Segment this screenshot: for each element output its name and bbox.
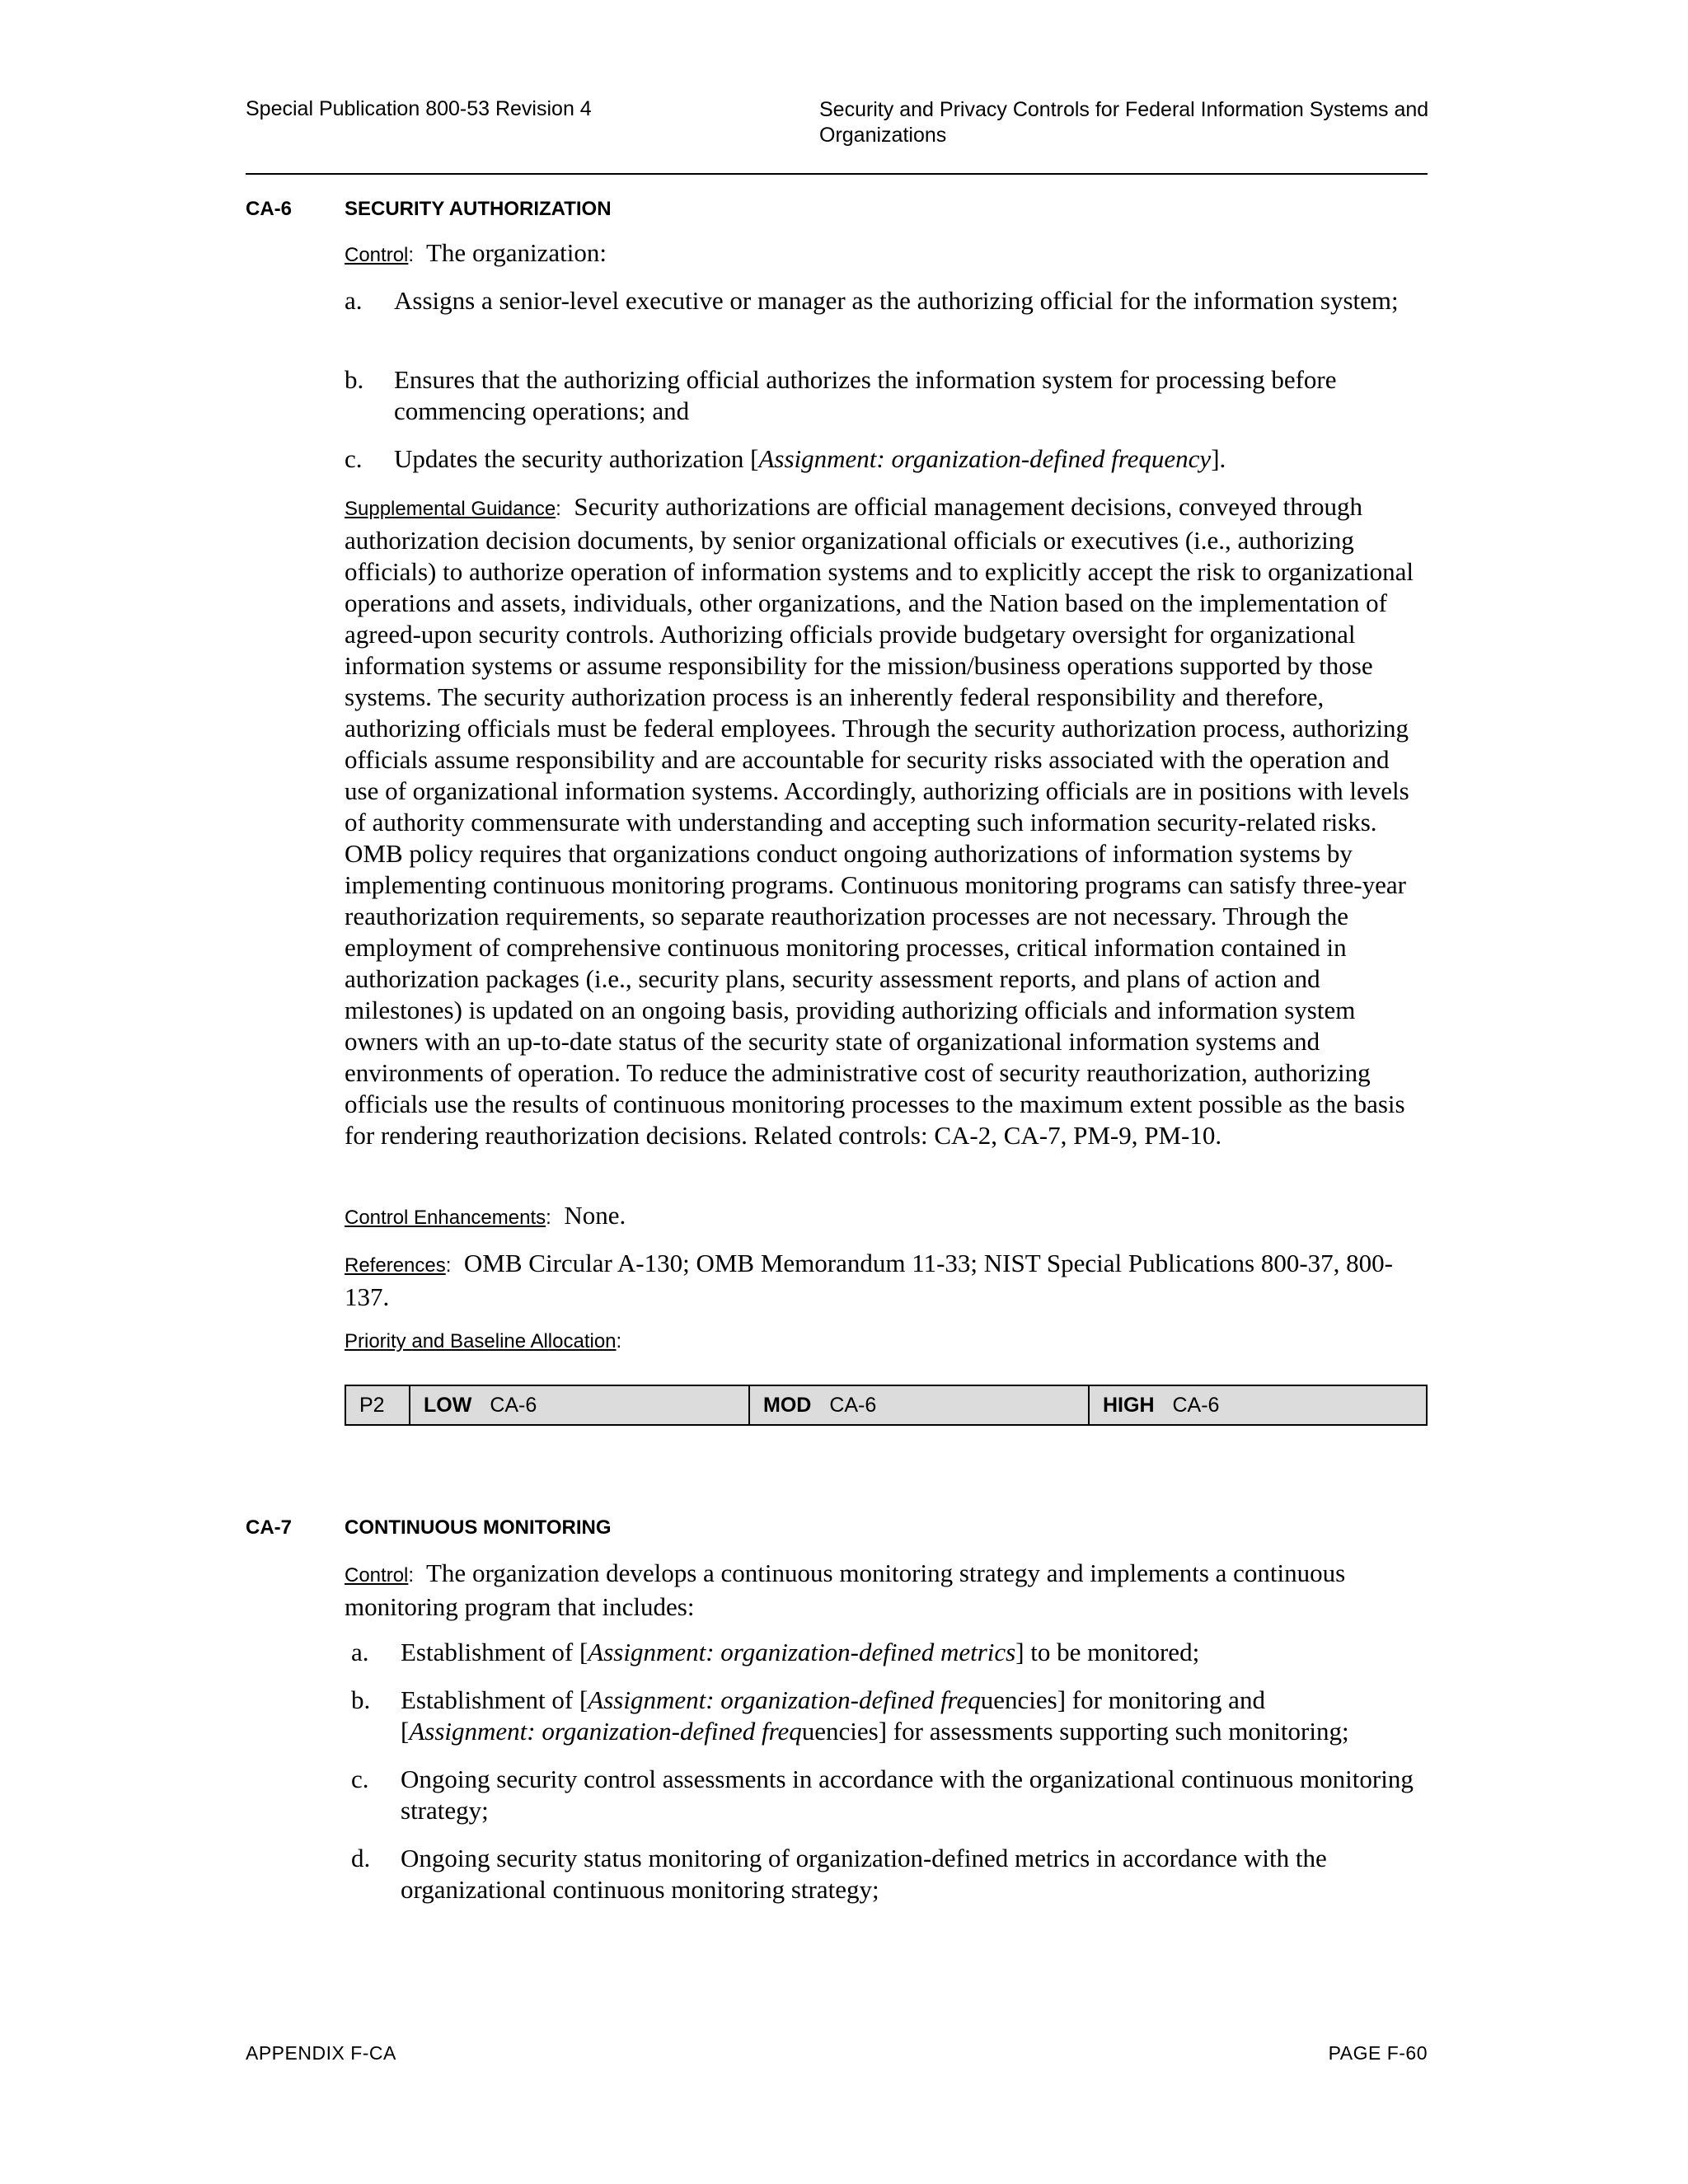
footer-page-number: PAGE F-60: [1328, 2042, 1428, 2064]
ca6-title: SECURITY AUTHORIZATION: [345, 198, 612, 220]
item-marker: c.: [351, 1765, 369, 1793]
ca6-control-label: Control: [345, 244, 409, 266]
references-text: OMB Circular A-130; OMB Memorandum 11-33; NIST Special Publications 800-37, 800-137.: [345, 1249, 1394, 1311]
ca7-id: CA-7: [246, 1516, 293, 1539]
high-label: HIGH: [1103, 1393, 1155, 1417]
ca7-title: CONTINUOUS MONITORING: [345, 1516, 612, 1539]
high-value: CA-6: [1172, 1393, 1220, 1417]
priority-value: P2: [359, 1393, 385, 1417]
mod-value: CA-6: [829, 1393, 877, 1417]
item-marker: d.: [351, 1844, 371, 1872]
ca7-control: Control: The organization develops a continuous monitoring strategy and implements a continuous monitoring program that includes:: [345, 1558, 1346, 1621]
priority-baseline-label: Priority and Baseline Allocation: [345, 1330, 617, 1352]
item-text: Updates the security authorization [Assignment: organization-defined frequency].: [394, 444, 1226, 473]
header-publication: Special Publication 800-53 Revision 4: [246, 97, 592, 120]
mod-baseline-cell: [748, 1386, 1088, 1424]
item-marker: c.: [345, 444, 363, 473]
mod-label: MOD: [763, 1393, 812, 1417]
ca7-control-text: The organization develops a continuous monitoring strategy and implements a continuous monitoring program that includes:: [345, 1558, 1346, 1621]
item-marker: a.: [345, 286, 363, 315]
ca6-id: CA-6: [246, 198, 293, 220]
ca7-item-a: [351, 1637, 1431, 1670]
ca7-item-d: [351, 1843, 1431, 1909]
ca6-supplemental-guidance: Supplemental Guidance: Security authorizations are official management decisions, conveyed through authorization decision documents, by senior organizational officials or executives (i.e., authorizing officials) to authorize operation of information systems and to explicitly accept the risk to organizational operations and assets, individuals, other organizations, and the Nation based on the implementation of agreed-upon security controls. Authorizing officials provide budgetary oversight for organizational information systems or assume responsibility for the mission/business operations supported by those systems. The security authorization process is an inherently federal responsibility and therefore, authorizing officials must be federal employees. Through the security authorization process, authorizing officials assume responsibility and are accountable for security risks associated with the operation and use of organizational information systems. Accordingly, authorizing officials are in positions with levels of authority commensurate with understanding and accepting such information security-related risks. OMB policy requires that organizations conduct ongoing authorizations of information systems by implementing continuous monitoring programs. Continuous monitoring programs can satisfy three-year reauthorization requirements, so separate reauthorization processes are not necessary. Through the employment of comprehensive continuous monitoring processes, critical information contained in authorization packages (i.e., security plans, security assessment reports, and plans of action and milestones) is updated on an ongoing basis, providing authorizing officials and information system owners with an up-to-date status of the security state of organizational information systems and environments of operation. To reduce the administrative cost of security reauthorization, authorizing officials use the results of continuous monitoring processes to the maximum extent possible as the basis for rendering reauthorization decisions. Related controls: CA-2, CA-7, PM-9, PM-10.: [345, 492, 1414, 1150]
ca7-control-label: Control: [345, 1564, 409, 1586]
item-text: Ongoing security control assessments in accordance with the organizational continuous monitoring strategy;: [401, 1765, 1414, 1825]
ca7-item-c: [351, 1764, 1431, 1830]
baseline-allocation-table: [345, 1385, 1428, 1426]
item-marker: a.: [351, 1638, 369, 1666]
ca7-item-b: [351, 1685, 1431, 1750]
ca6-priority-baseline: Priority and Baseline Allocation:: [345, 1330, 622, 1352]
item-text: Assigns a senior-level executive or manager as the authorizing official for the information system;: [394, 286, 1399, 315]
ca6-item-c: [345, 443, 1429, 476]
ca6-control-text: The organization:: [426, 238, 607, 267]
ca6-item-b: [345, 364, 1429, 430]
low-value: CA-6: [490, 1393, 537, 1417]
control-enhancements-label: Control Enhancements: [345, 1207, 546, 1229]
supplemental-guidance-label: Supplemental Guidance: [345, 498, 556, 520]
ca6-control-enhancements: Control Enhancements: None.: [345, 1201, 626, 1230]
priority-cell: [346, 1386, 409, 1424]
header-title: Security and Privacy Controls for Federal Information Systems and Organizations: [819, 98, 1429, 147]
low-label: LOW: [424, 1393, 472, 1417]
low-baseline-cell: [409, 1386, 748, 1424]
item-text: Establishment of [Assignment: organization-defined metrics] to be monitored;: [401, 1638, 1200, 1666]
ca6-references: References: OMB Circular A-130; OMB Memorandum 11-33; NIST Special Publications 800-37, 800-137.: [345, 1249, 1394, 1311]
ca6-control: Control: The organization:: [345, 238, 607, 267]
references-label: References: [345, 1254, 446, 1277]
control-enhancements-text: None.: [564, 1201, 626, 1230]
item-marker: b.: [351, 1685, 371, 1714]
high-baseline-cell: [1088, 1386, 1426, 1424]
supplemental-guidance-text: Security authorizations are official management decisions, conveyed through authorization decision documents, by senior organizational officials or executives (i.e., authorizing officials) to authorize operation of information systems and to explicitly accept the risk to organizational operations and assets, individuals, other organizations, and the Nation based on the implementation of agreed-upon security controls. Authorizing officials provide budgetary oversight for organizational information systems or assume responsibility for the mission/business operations supported by those systems. The security authorization process is an inherently federal responsibility and therefore, authorizing officials must be federal employees. Through the security authorization process, authorizing officials assume responsibility and are accountable for security risks associated with the operation and use of organizational information systems. Accordingly, authorizing officials are in positions with levels of authority commensurate with understanding and accepting such information security-related risks. OMB policy requires that organizations conduct ongoing authorizations of information systems by implementing continuous monitoring programs. Continuous monitoring programs can satisfy three-year reauthorization requirements, so separate reauthorization processes are not necessary. Through the employment of comprehensive continuous monitoring processes, critical information contained in authorization packages (i.e., security plans, security assessment reports, and plans of action and milestones) is updated on an ongoing basis, providing authorizing officials and information system owners with an up-to-date status of the security state of organizational information systems and environments of operation. To reduce the administrative cost of security reauthorization, authorizing officials use the results of continuous monitoring processes to the maximum extent possible as the basis for rendering reauthorization decisions. Related controls: CA-2, CA-7, PM-9, PM-10.: [345, 492, 1414, 1150]
item-text: Establishment of [Assignment: organization-defined frequencies] for monitoring and [Assignment: organization-defined frequencies] for assessments supporting such monitoring;: [401, 1685, 1349, 1746]
item-text: Ongoing security status monitoring of organization-defined metrics in accordance with the organizational continuous monitoring strategy;: [401, 1844, 1327, 1904]
header-divider: [246, 173, 1428, 175]
item-marker: b.: [345, 365, 364, 394]
item-text: Ensures that the authorizing official authorizes the information system for processing before commencing operations; and: [394, 365, 1337, 425]
ca6-item-a: [345, 285, 1429, 351]
footer-appendix: APPENDIX F-CA: [246, 2042, 396, 2064]
